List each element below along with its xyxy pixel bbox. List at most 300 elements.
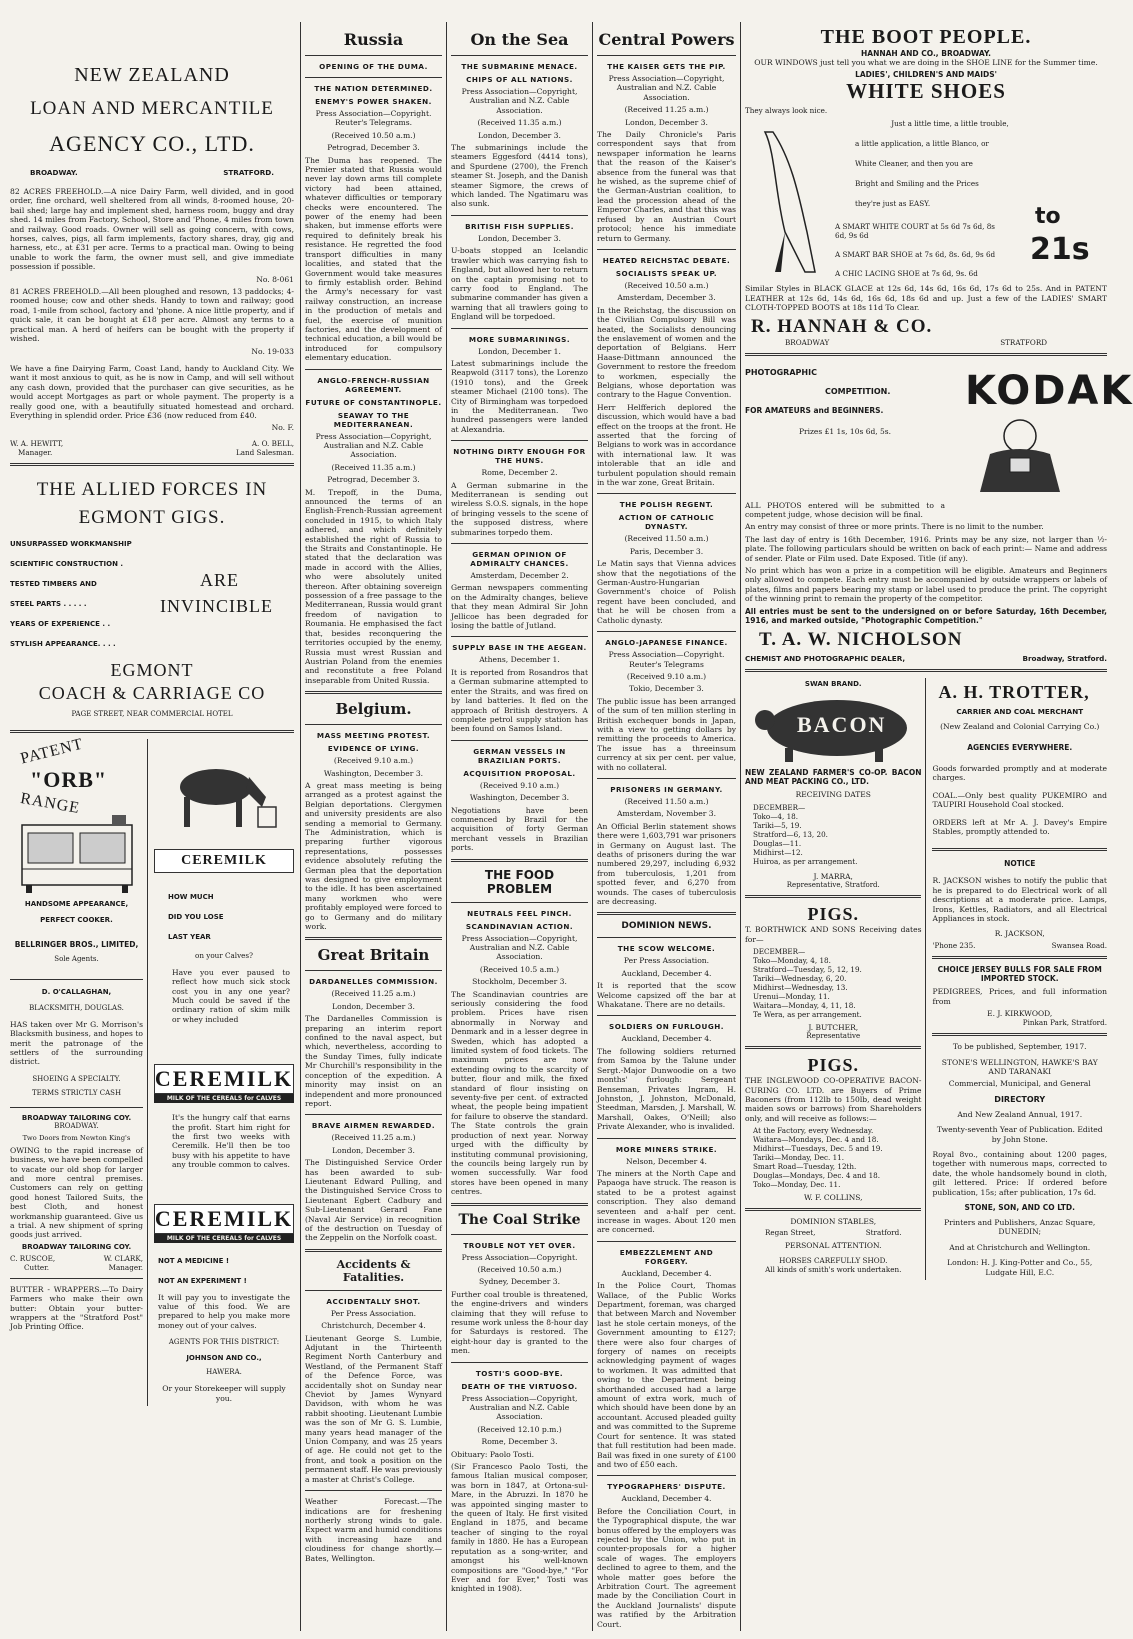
article-headline: SUPPLY BASE IN THE AEGEAN.: [452, 643, 587, 653]
advert-word: ARE: [200, 569, 239, 590]
advert-line: TESTED TIMBERS AND: [10, 579, 97, 588]
advert-line: STONE'S WELLINGTON, HAWKE'S BAY AND TARANAKI: [941, 1057, 1098, 1076]
article-headline: PRISONERS IN GERMANY.: [610, 784, 723, 794]
advert-company: STONE, SON, AND CO LTD.: [964, 1203, 1075, 1213]
article-headline: SEAWAY TO THE MEDITERRANEAN.: [333, 410, 414, 429]
article-dateline: Washington, December 3.: [469, 793, 570, 803]
article-headline: THE SUBMARINE MENACE.: [461, 62, 578, 71]
advert-title: DOMINION STABLES,: [790, 1217, 877, 1227]
receiving-date: Douglas—Mondays, Dec. 4 and 18.: [753, 1171, 880, 1181]
article-headline: MASS MEETING PROTEST.: [316, 731, 431, 741]
stones-directory-advert: [932, 1042, 1107, 1277]
blacksmith-advert: [10, 988, 143, 1097]
article-dateline: London, December 3.: [478, 130, 561, 140]
advert-line: UNSURPASSED WORKMANSHIP: [10, 539, 132, 548]
orb-orb-word: "ORB": [30, 766, 108, 792]
bacon-company: NEW ZEALAND FARMER'S CO-OP. BACON AND MEAT PACKING CO., LTD.: [745, 767, 922, 786]
article-dateline: Rome, December 3.: [481, 1437, 558, 1447]
advert-line: To be published, September, 1917.: [952, 1042, 1087, 1052]
article-received: (Received 9.10 a.m.): [333, 756, 414, 766]
article-dateline: Stockholm, December 3.: [472, 977, 567, 987]
article-dateline: Washington, December 3.: [323, 768, 424, 778]
advert-company: HANNAH AND CO., BROADWAY.: [860, 49, 992, 58]
orb-line: PERFECT COOKER.: [40, 915, 113, 924]
calf-icon: [154, 747, 290, 847]
section-heading: The Coal Strike: [458, 1211, 581, 1228]
receiving-date: Douglas—11.: [753, 839, 802, 849]
kodak-competition-advert: [745, 362, 1133, 663]
shoe-advert-body: [745, 104, 1107, 284]
article-body: Further coal trouble is threatened, the engine-drivers and winders claiming that they will refuse to resume work unless the 8-hour day for Saturdays is restored. The eight-hour day is granted to the men.: [451, 1289, 588, 1356]
receiving-date: DECEMBER—: [753, 947, 806, 957]
bacon-advert: [745, 680, 921, 890]
signatory-address: Swansea Road.: [1051, 941, 1107, 951]
signatory-role: Representative, Stratford.: [786, 881, 880, 890]
article-dateline: Petrograd, December 3.: [327, 143, 420, 153]
ceremilk-slogan: NOT A MEDICINE !: [158, 1256, 230, 1265]
kodak-illustration: [945, 362, 1133, 497]
article-received: (Received 11.50 a.m.): [624, 796, 709, 806]
section-heading: On the Sea: [470, 30, 569, 49]
article-body: The submarinings include the steamers Eggesford (4414 tons), and Spurdene (2700), the French steamer St. Joseph, and the Danish steamer Sigmore, the crews of which landed. The Ngatimaru was also sunk.: [451, 143, 588, 209]
article-dateline: Auckland, December 4.: [621, 1268, 712, 1278]
advert-line: they're just as EASY.: [855, 199, 931, 209]
advert-location: Regan Street,: [765, 1228, 816, 1238]
article-dateline: Sydney, December 3.: [478, 1277, 561, 1287]
article-body: (Sir Francesco Paolo Tosti, the famous Italian musical composer, was born in 1847, at Ortona-sul-Mare, in the Abruzzi. In 1870 he was appointed singing master to the queen of Italy. He first visited England in 1875, and became teacher of singing to the royal family in 1880. He has a European reputation as a song-writer, and amongst his well-known compositions are "Good-bye," "For Ever and for Ever," Tosti was knighted in 1908).: [451, 1462, 588, 1594]
tailor-paragraph: OWING to the rapid increase of business, we have been compelled to vacate our old shop for larger and more central premises. Customers can rely on getting good honest Tailored Suits, the best Cloth, and honest workmanship guaranteed. Give us a trial. A new shipment of spring goods just arrived.: [10, 1145, 143, 1240]
article-headline: NEUTRALS FEEL PINCH.: [467, 908, 572, 918]
article-received: (Received 12.10 p.m.): [477, 1424, 562, 1434]
signatory: J. MARRA,: [813, 872, 853, 882]
article-received: (Received 11.50 a.m.): [624, 534, 709, 544]
listing-number: No. F.: [271, 423, 294, 433]
article-body: A German submarine in the Mediterranean is sending out wireless S.O.S. signals, in the hope of bringing vessels to the scene of the supposed distress, where submarines torpedo them.: [451, 480, 588, 537]
article-received: (Received 11.35 a.m.): [477, 118, 562, 128]
article-dateline: Petrograd, December 3.: [327, 475, 420, 485]
article-headline: THE POLISH REGENT.: [619, 500, 714, 510]
ceremilk-paragraph: It's the hungry calf that earns the profit. Start him right for the first two weeks with Ceremilk. He'll then be too busy with his appetite to have any trouble common to calves.: [172, 1113, 290, 1170]
advert-line: a little application, a little Blanco, or: [855, 139, 989, 149]
receiving-date: Waitara—Monday, 4, 11, 18.: [753, 1001, 856, 1011]
article-source: Press Association—Copyright, Australian and N.Z. Cable Association.: [461, 933, 578, 962]
article-body: German newspapers commenting on the Admiralty changes, believe that they mean Admiral Sir John Jellicoe has been degraded for losing the battle of Jutland.: [451, 583, 588, 631]
signatory: C. RUSCOE,: [10, 1253, 56, 1263]
nz-loan-advert: [10, 62, 294, 457]
advert-title: THE ALLIED FORCES IN: [36, 478, 268, 500]
signatory: R. JACKSON,: [994, 929, 1045, 939]
article-received: (Received 10.50 a.m.): [477, 1264, 562, 1274]
ceremilk-paragraph: It will pay you to investigate the value of this food. We are prepared to help you make more money out of your calves.: [158, 1292, 290, 1330]
article-body: The following soldiers returned from Samoa by the Talune under Sergt.-Major Dunwoodie on a two months' furlough: Sergeant Benseman, Privates Ingram, H. Johnston, J. Johnston, McDonald, Steedman, Marsden, J. Marshall, W. Marshall, Oakes, O'Neill; also Private Alexander, who is invalided.: [597, 1046, 736, 1132]
ceremilk-agent-name: JOHNSON AND CO.,: [186, 1354, 262, 1363]
article-received: (Received 9.10 a.m.): [479, 780, 560, 790]
listing-number: No. 8-061: [256, 274, 294, 284]
advert-paragraph: We have a fine Dairying Farm, Coast Land, handy to Auckland City. We want it most anxious to quit, as he is now in Camp, and will sell without any cash down, provided that the purchaser can give securities, as he would accept Mortgages as part or whole payment. The property is a really good one, with a beautifully situated homestead and orchard. Everything in splendid order. Price £36 (now reduced from £40.: [10, 363, 294, 420]
advert-paragraph: An entry may consist of three or more prints. There is no limit to the number.: [745, 522, 1044, 532]
advert-line: (New Zealand and Colonial Carrying Co.): [940, 721, 1100, 731]
article-source: Press Association—Copyright. Reuter's Telegrams.: [315, 109, 432, 128]
bacon-brand: SWAN BRAND.: [804, 679, 862, 688]
receiving-date: At the Factory, every Wednesday.: [753, 1126, 874, 1136]
receiving-date: Stratford—Tuesday, 5, 12, 19.: [753, 965, 862, 975]
article-body: The Duma has reopened. The Premier stated that Russia would never lay down arms till complete victory had been attained, whatever difficulties or temporary checks were encountered. The power of the enemy had been shaken, but immense efforts were required to definitely break his resistance. He regretted the food transport difficulties in many localities, and stated that the Government would take measures to firmly establish order. Behind the Army's necessary for vast railway construction, an increase in the production of metals and fuel, the exercise of munition factories, and the development of technical education, a bill would be introduced for compulsory elementary education.: [305, 155, 442, 363]
advert-line: Twenty-seventh Year of Publication. Edited by John Stone.: [936, 1125, 1103, 1144]
lower-right-adverts: [745, 678, 1107, 1281]
blacksmith-trade: BLACKSMITH, DOUGLAS.: [29, 1003, 124, 1012]
signatory: A. O. BELL,: [251, 438, 294, 448]
advert-paragraph: PEDIGREES, Prices, and full information from: [932, 987, 1107, 1006]
article-source: Press Association—Copyright, Australian and N.Z. Cable Association.: [461, 87, 578, 115]
weather-forecast: Weather Forecast.—The indications are for freshening northerly strong winds to gale. Expect warm and humid conditions with increasing haze and cloudiness for change shortly.—Bates, Wellington.: [305, 1497, 442, 1563]
article-headline: FUTURE OF CONSTANTINOPLE.: [305, 397, 442, 407]
ceremilk-label: CEREMILK: [181, 852, 267, 868]
receiving-date: Tariki—Wednesday, 6, 20.: [753, 974, 847, 984]
advert-line: Printers and Publishers, Anzac Square, DUNEDIN;: [944, 1218, 1096, 1237]
article-body: Herr Helfferich deplored the discussion, which would have a bad effect on the troops at the front. He asserted that the forcing of Belgians to work was in accordance with international law. It was intolerable that an idle and turbulent population should remain in the war zone, Great Britain.: [597, 402, 736, 488]
article-body: A great mass meeting is being arranged as a protest against the Belgian deportations. Clergymen and university presidents are also sending a memorial to Germany. The Administration, which is preparing further vigorous representations, possesses evidence absolutely refuting the German plea that the deportation was designed to give employment to the idle. It has been ascertained many workmen who were profitably employed were forced to go to Germany and do military work.: [305, 780, 442, 932]
article-headline: DEATH OF THE VIRTUOSO.: [461, 1381, 578, 1391]
orb-line: HANDSOME APPEARANCE,: [24, 899, 129, 908]
notice-paragraph: R. JACKSON wishes to notify the public that he is prepared to do Electrical work of all descriptions at a moderate price. Lamps, Irons, Kettles, Radiators, and all Electrical Appliances in stock.: [932, 876, 1107, 923]
article-dateline: Athens, December 1.: [479, 655, 560, 665]
article-body: Le Matin says that Vienna advices show that the negotiations of the German-Austro-Hungarian Government's choice of Polish regent have been concluded, and that he will be chosen from a Catholic dynasty.: [597, 559, 736, 625]
article-dateline: Auckland, December 4.: [621, 1494, 712, 1504]
shoe-price-line: A SMART BAR SHOE at 7s 6d, 8s. 6d, 9s 6d: [835, 250, 996, 260]
article-source: Press Association—Copyright.: [461, 1252, 578, 1262]
article-received: (Received 11.25 a.m.): [331, 1133, 416, 1143]
tailor-title: BROADWAY TAILORING COY.: [21, 1113, 132, 1122]
article-headline: THE SCOW WELCOME.: [617, 944, 716, 954]
column-advertisements-left: [10, 22, 294, 1631]
receiving-date: Midhirst—Wednesday, 13.: [753, 983, 848, 993]
notice-heading: NOTICE: [1004, 859, 1036, 869]
advert-paragraph: T. BORTHWICK AND SONS Receiving dates for—: [745, 925, 922, 944]
advert-line: STEEL PARTS . . . . .: [10, 599, 87, 608]
advert-paragraph: 81 ACRES FREEHOLD.—All been ploughed and resown, 13 paddocks; 4-roomed house; cow and other sheds. Handy to town and railway; good road, 1-mile from school, factory and 'phone. A nice little property, and if quick sale, it can be bought at £18 per acre. Almost any terms to a practical man. A herd of heifers can be bought with the property if wished.: [10, 287, 294, 344]
article-source: Press Association—Copyright, Australian and N.Z. Cable Association.: [315, 431, 432, 460]
borthwick-pigs-advert: [745, 904, 921, 1040]
article-body: The Daily Chronicle's Paris correspondent says that from newspaper information he learns that the reason of the Kaiser's absence from the funeral was that he wished, as the supreme chief of the German-Austrian coalition, to lead the procession ahead of the Emperor Charles, and that this was refused by an Austrian Court protocol; hence his immediate return to Germany.: [597, 130, 736, 243]
article-headline: BRAVE AIRMEN REWARDED.: [311, 1121, 436, 1131]
ceremilk-banner-text: CEREMILK: [154, 1066, 294, 1092]
article-source: Press Association—Copyright. Reuter's Telegrams: [608, 650, 725, 669]
ceremilk-advert: [154, 739, 294, 1406]
receiving-date: Smart Road—Tuesday, 12th.: [753, 1162, 857, 1172]
orb-range-advert: [10, 735, 148, 1406]
signature-role: CHEMIST AND PHOTOGRAPHIC DEALER,: [745, 653, 906, 663]
signatory: W. A. HEWITT,: [10, 438, 64, 448]
section-heading: THE FOOD PROBLEM: [484, 867, 555, 896]
price-to-word: to: [1035, 204, 1061, 230]
article-source: Press Association—Copyright, Australian and N.Z. Cable Association.: [461, 1393, 578, 1422]
advert-paragraph: OUR WINDOWS just tell you what we are doing in the SHOE LINE for the Summer time.: [754, 58, 1098, 67]
section-heading: DOMINION NEWS.: [621, 921, 712, 932]
section-heading: Great Britain: [317, 946, 430, 965]
advert-line: Commercial, Municipal, and General: [948, 1079, 1091, 1089]
stove-illustration: [10, 735, 143, 894]
jersey-bulls-advert: [932, 965, 1107, 1027]
advert-title: COMPETITION.: [825, 386, 891, 396]
article-body: The Dardanelles Commission is preparing an interim report confined to the naval aspect, but which, nevertheless, according to the Sunday Times, fully indicate Mr Churchill's responsibility in the conception of the expedition. A minority may insist on an independent and more pronounced report.: [305, 1014, 442, 1108]
article-received: (Received 10.50 a.m.): [624, 280, 709, 290]
article-body: An Official Berlin statement shows there were 1,603,791 war prisoners in Germany on August last. The deaths of prisoners during the war numbered 29,297, including 6,932 from tuberculosis, 1,201 from spotted fever, and 6,270 from wounds. The cases of tuberculosis are decreasing.: [597, 821, 736, 907]
article-headline: ENEMY'S POWER SHAKEN.: [315, 97, 432, 106]
advert-company: COACH & CARRIAGE CO: [38, 682, 266, 703]
article-dateline: London, December 3.: [478, 233, 561, 243]
article-body: Lieutenant George S. Lumbie, Adjutant in the Thirteenth Regiment North Canterbury and Westland, of the Permanent Staff of the Defence Force, was accidentally shot on Sunday near Cheviot by James Wynyard Davidson, with whom he was rabbit shooting. Lieutenant Lumbie was the son of Mr G. S. Lumbie, many years head manager of the Union Company, and was 25 years of age. He could not get to the front, and took a position on the permanent staff. He was previously a master at Christ's College.: [305, 1333, 442, 1484]
column-central-powers: [597, 22, 736, 1631]
ceremilk-banner: [154, 1204, 294, 1234]
receiving-date: Tariki—Monday, Dec. 11.: [753, 1153, 845, 1163]
article-received: (Received 11.25 a.m.): [331, 989, 416, 999]
ceremilk-strip: MILK OF THE CEREALS for CALVES: [154, 1094, 294, 1103]
article-body: The Scandinavian countries are seriously considering the food problem. Prices have risen abnormally in Norway and Denmark and in a lesser degree in Sweden, which has adopted a limited system of food tickets. The maximum prices are now extending owing to the scarcity of butter, flour and milk, the fixed standard of flour insisting on seventy-five per cent. of extracted wheat, the people being impatient for failure to observe the standard. The State controls the grain production of next year. Norway urged with the difficulty by instituting communal provisioning, the councils being largely run by women successfully. War food stores have been opened in many centres.: [451, 989, 588, 1197]
article-body: It is reported from Rosandros that a German submarine attempted to enter the Straits, and was fired on by land batteries. It fled on the approach of British destroyers. A complete petrol supply station has been found on Samos Island.: [451, 667, 588, 734]
advert-title: EGMONT GIGS.: [78, 506, 226, 528]
kodak-girl-icon: [950, 414, 1100, 494]
article-headline: GERMAN OPINION OF ADMIRALTY CHANCES.: [470, 550, 569, 569]
blacksmith-line: SHOEING A SPECIALTY.: [32, 1074, 121, 1083]
advert-line: All kinds of smith's work undertaken.: [765, 1265, 902, 1275]
advert-prizes: Prizes £1 1s, 10s 6d, 5s.: [798, 426, 892, 436]
signatory: W. F. COLLINS,: [803, 1193, 863, 1203]
advert-title: PIGS.: [807, 904, 859, 925]
advert-signature: T. A. W. NICHOLSON: [759, 628, 963, 650]
signatory: J. BUTCHER,: [808, 1023, 859, 1033]
article-dateline: London, December 3.: [332, 1001, 415, 1011]
advert-title: LOAN AND MERCANTILE: [30, 98, 274, 119]
tailor-doors: Two Doors from Newton King's: [22, 1133, 131, 1142]
advert-title: AGENCY CO., LTD.: [49, 131, 255, 156]
signatory: W. CLARK,: [103, 1253, 143, 1263]
article-body: In the Reichstag, the discussion on the Civilian Compulsory Bill was heated, the Socialists denouncing the enslavement of women and the deportation of Belgians. Herr Haase-Dittmann announced the Government to restore the freedom to workmen, especially the Belgians, whose deportation was contrary to the Hague Convention.: [597, 305, 736, 400]
advert-line: STYLISH APPEARANCE. . . .: [10, 639, 116, 648]
signature-location: Broadway, Stratford.: [1022, 653, 1107, 663]
signature-location: BROADWAY: [785, 337, 830, 347]
advert-paragraph: Royal 8vo., containing about 1200 pages, together with numerous maps, corrected to date, the whole handsomely bound in cloth, gilt lettered. Price: If ordered before publication, 15s; after publication, 17s 6d.: [932, 1150, 1107, 1197]
article-headline: SCANDINAVIAN ACTION.: [465, 921, 574, 931]
receiving-date: Midhirst—Tuesdays, Dec. 5 and 19.: [753, 1144, 883, 1154]
column-on-the-sea: [451, 22, 588, 1631]
advert-paragraph: Goods forwarded promptly and at moderate charges.: [932, 763, 1107, 783]
orb-agent-role: Sole Agents.: [54, 954, 99, 963]
article-headline: TROUBLE NOT YET OVER.: [463, 1240, 576, 1250]
advert-line: YEARS OF EXPERIENCE . .: [10, 619, 111, 628]
article-headline: ANGLO-JAPANESE FINANCE.: [605, 638, 728, 648]
article-dateline: Amsterdam, December 3.: [617, 293, 716, 303]
receiving-date: Waitara—Mondays, Dec. 4 and 18.: [753, 1135, 879, 1145]
advert-paragraph: All entries must be sent to the undersigned on or before Saturday, 16th December, 1916, and marked outside, "Photographic Competition.": [745, 606, 1107, 626]
ceremilk-banner-text: CEREMILK: [154, 1205, 294, 1231]
article-source: Per Press Association.: [330, 1308, 417, 1318]
article-headline: ACCIDENTALLY SHOT.: [326, 1296, 421, 1306]
column-rule: [592, 22, 593, 1631]
blacksmith-line: TERMS STRICTLY CASH: [31, 1088, 122, 1097]
article-headline: OPENING OF THE DUMA.: [319, 62, 428, 71]
ceremilk-agent-town: HAWERA.: [206, 1368, 242, 1377]
shoe-price-line: A CHIC LACING SHOE at 7s 6d, 9s. 6d: [835, 269, 978, 279]
advert-company: EGMONT: [110, 659, 194, 680]
butter-wrappers-notice: BUTTER - WRAPPERS.—To Dairy Farmers who make their own butter: Obtain your butter-wrappers at the "Stratford Post" Job Printing Office.: [10, 1284, 143, 1332]
receiving-date: DECEMBER—: [753, 803, 806, 813]
advert-location: STRATFORD.: [223, 168, 274, 177]
advert-paragraph: ALL PHOTOS entered will be submitted to a competent judge, whose decision will be final.: [745, 500, 945, 520]
advert-title: THE BOOT PEOPLE.: [820, 26, 1032, 48]
ceremilk-agents: AGENTS FOR THIS DISTRICT:: [168, 1338, 280, 1347]
article-headline: ACQUISITION PROPOSAL.: [463, 768, 576, 778]
article-headline: BRITISH FISH SUPPLIES.: [465, 221, 574, 231]
section-heading: Russia: [343, 30, 404, 49]
signature-location: STRATFORD: [1000, 337, 1047, 347]
advert-line: Bright and Smiling and the Prices: [855, 179, 979, 189]
shoe-price-line: A SMART WHITE COURT at 5s 6d 7s 6d, 8s 6d, 9s 6d: [835, 222, 995, 241]
advert-line: And New Zealand Annual, 1917.: [957, 1109, 1083, 1119]
article-headline: EMBEZZLEMENT AND FORGERY.: [619, 1247, 714, 1266]
advert-line: Just a little time, a little trouble,: [891, 119, 1009, 129]
article-body: The Distinguished Service Order has been awarded to sub-Lieutenant Edward Pulling, and the Distinguished Service Cross to Lieutenant Egbert Cadbury and Sub-Lieutenant Gerard Fane (Naval Air Service) in recognition of the destruction on Tuesday of the Zeppelin on the Norfolk coast.: [305, 1158, 442, 1243]
receiving-date: Toko—Monday, 4, 18.: [753, 956, 831, 966]
article-body: The miners at the North Cape and Papaoga have struck. The reason is stated to be a protest against conscription. They also demand seventeen and a-half per cent. increase in wages. About 120 men are concerned.: [597, 1168, 736, 1235]
ceremilk-question: on your Calves?: [195, 950, 253, 960]
article-received: (Received 9.10 a.m.): [626, 671, 707, 681]
article-headline: SOLDIERS ON FURLOUGH.: [609, 1022, 724, 1032]
bacon-wordmark: BACON: [797, 711, 887, 737]
shoe-verse: [855, 114, 1045, 214]
advert-line: AGENCIES EVERYWHERE.: [967, 742, 1073, 752]
article-dateline: London, December 3.: [332, 1145, 415, 1155]
article-dateline: Amsterdam, December 2.: [470, 571, 569, 581]
article-headline: MORE SUBMARININGS.: [468, 334, 571, 344]
article-body: Obituary: Paolo Tosti.: [451, 1449, 534, 1459]
tailoring-advert: [10, 1114, 143, 1272]
article-body: The public issue has been arranged of the sum of ten million sterling in British exchequer bonds in Japan, with a view to getting dollars by remitting the proceeds to America. The issue has a threeinsum currency at six per cent. per value, with no collateral.: [597, 696, 736, 772]
dominion-stables-advert: [745, 1217, 921, 1274]
article-headline: TYPOGRAPHERS' DISPUTE.: [607, 1482, 726, 1492]
jackson-notice: [932, 859, 1107, 950]
section-heading: Accidents & Fatalities.: [336, 1257, 411, 1284]
orb-agent: BELLRINGER BROS., LIMITED,: [14, 939, 139, 949]
article-dateline: Auckland, December 4.: [621, 1034, 712, 1044]
article-dateline: London, December 3.: [625, 117, 708, 127]
column-russia: [305, 22, 442, 1631]
article-headline: THE NATION DETERMINED.: [314, 84, 433, 93]
advert-title: PHOTOGRAPHIC: [745, 367, 817, 377]
article-headline: ACTION OF CATHOLIC DYNASTY.: [618, 513, 715, 532]
price-max: 21s: [1030, 232, 1090, 268]
article-headline: MORE MINERS STRIKE.: [615, 1144, 718, 1154]
receiving-date: Midhirst—12.: [753, 848, 803, 858]
advert-title: NEW ZEALAND: [74, 64, 230, 86]
advert-title: CHOICE JERSEY BULLS FOR SALE FROM IMPORTED STOCK.: [937, 965, 1102, 984]
boot-people-advert: [745, 26, 1107, 347]
article-body: Latest submarinings include the Reapwold (3117 tons), the Lorenzo (1910 tons), and the Greek steamer Michael (2100 tons). The City of Birmingham was torpedoed in the Mediterranean. Two hundred passengers were landed at Alexandria.: [451, 358, 588, 434]
advert-line: FOR AMATEURS and BEGINNERS.: [745, 405, 884, 415]
advert-paragraph: Similar Styles in BLACK GLACE at 12s 6d, 14s 6d, 16s 6d, 17s 6d to 25s. And in PATENT LEATHER at 12s 6d, 14s 6d, 16s 6d, 18s 6d and up. Just a few of the LADIES' SMART CLOTH-TOPPED BOOTS at 18s 11d To Clear.: [745, 284, 1107, 313]
kodak-logo: KODAK: [965, 367, 1133, 414]
ceremilk-question: LAST YEAR: [168, 932, 211, 941]
column-rule: [446, 22, 447, 1631]
advert-paragraph: No print which has won a prize in a competition will be eligible. Amateurs and Beginners only allowed to compete. Each entry must be accompanied by outside wrappers or labels of plates, films and papers bearing my stamp or label used to produce the print. The copyright of the winning print to remain the property of the competitor.: [745, 566, 1107, 604]
advert-line: And at Christchurch and Wellington.: [949, 1242, 1091, 1252]
ceremilk-label-box: [154, 849, 294, 873]
article-dateline: Nelson, December 4.: [626, 1156, 707, 1166]
article-headline: THE KAISER GETS THE PIP.: [607, 62, 726, 71]
advert-title: DIRECTORY: [994, 1094, 1046, 1104]
receiving-date: Toko—Monday, Dec. 11.: [753, 1180, 841, 1190]
signatory-location: Pinkan Park, Stratford.: [1022, 1018, 1107, 1028]
signatory-role: Cutter.: [24, 1262, 50, 1272]
advert-location: Stratford.: [865, 1228, 902, 1238]
advert-title: PIGS.: [807, 1055, 859, 1076]
article-source: Press Association—Copyright, Australian and N.Z. Cable Association.: [608, 74, 725, 102]
article-body: Negotiations have been commenced by Brazil for the acquisition of forty German merchant vessels in Brazilian ports.: [451, 805, 588, 853]
stove-icon: [14, 815, 139, 895]
orb-range-word: RANGE: [19, 789, 82, 817]
advert-signature: R. HANNAH & CO.: [751, 315, 933, 337]
orb-patent-word: PATENT: [18, 735, 86, 768]
inglewood-pigs-advert: [745, 1055, 921, 1202]
article-headline: ANGLO-FRENCH-RUSSIAN AGREEMENT.: [317, 375, 430, 394]
advert-line: London: H. J. King-Potter and Co., 55, Ludgate Hill, E.C.: [947, 1258, 1093, 1277]
ceremilk-banner: [154, 1064, 294, 1094]
advert-title: WHITE SHOES: [846, 79, 1006, 104]
column-rule: [300, 22, 301, 1631]
calf-illustration: [154, 739, 294, 849]
article-dateline: Auckland, December 4.: [621, 968, 712, 978]
advert-paragraph: THE INGLEWOOD CO-OPERATIVE BACON-CURING CO. LTD. are Buyers of Prime Baconers (from 112lb to 150lb, dead weight maiden sows or barrows) from Shareholders only, and will receive as follows:—: [745, 1076, 922, 1123]
article-body: U-boats stopped an Icelandic trawler which was carrying fish to England, but allowed her to return on the captain promising not to carry food to England. The submarine commander has given a warning that all trawlers going to England will be torpedoed.: [451, 246, 588, 322]
ceremilk-storekeeper: Or your Storekeeper will supply you.: [162, 1384, 286, 1403]
article-received: (Received 11.35 a.m.): [331, 462, 416, 472]
signatory-role: Land Salesman.: [235, 447, 294, 457]
article-body: Before the Conciliation Court, in the Typographical dispute, the war bonus offered by the employers was rejected by the Union, who put in counter-proposals for a higher scale of wages. The employers declined to agree to them, and the whole matter goes before the Arbitration Court. The agreement made by the Conciliation Court in the Auckland Journalists' dispute was ratified by the Arbitration Court.: [597, 1506, 737, 1629]
advert-line: SCIENTIFIC CONSTRUCTION .: [10, 559, 124, 568]
advert-paragraph: The last day of entry is 16th December, 1916. Prints may be any size, not larger than ½-plate. The following particulars should be written on back of each print:— Name and address of sender. Plate or Film used. Date Exposed. Title (if any).: [745, 534, 1107, 563]
advert-paragraph: ORDERS left at Mr A. J. Davey's Empire Stables, promptly attended to.: [932, 817, 1107, 836]
advert-word: INVINCIBLE: [160, 595, 273, 616]
signatory-role: Manager.: [18, 447, 53, 457]
signatory: E. J. KIRKWOOD,: [987, 1009, 1053, 1019]
advert-line: They always look nice.: [745, 106, 828, 116]
article-dateline: Tokio, December 3.: [629, 684, 704, 694]
article-received: (Received 10.5 a.m.): [479, 964, 560, 974]
tailor-company: BROADWAY TAILORING COY.: [21, 1242, 132, 1251]
blacksmith-name: D. O'CALLAGHAN,: [41, 987, 112, 996]
article-source: Per Press Association.: [623, 956, 710, 966]
lower-adverts: [10, 735, 294, 1406]
article-body: It is reported that the scow Welcome capsized off the bar at Whakatane. There are no details.: [597, 981, 736, 1010]
signatory-phone: 'Phone 235.: [932, 941, 976, 951]
trotter-advert: [932, 682, 1107, 837]
section-heading: Central Powers: [598, 30, 735, 49]
article-dateline: Amsterdam, November 3.: [616, 809, 717, 819]
article-headline: SOCIALISTS SPEAK UP.: [615, 268, 718, 278]
advert-location: BROADWAY.: [30, 168, 78, 177]
article-dateline: Rome, December 2.: [481, 468, 558, 478]
bacon-receiving: RECEIVING DATES: [795, 790, 871, 800]
receiving-date: Te Wera, as per arrangement.: [753, 1010, 862, 1020]
signatory-role: Representative: [806, 1032, 861, 1041]
tailor-location: BROADWAY.: [54, 1121, 99, 1130]
receiving-date: Huiroa, as per arrangement.: [753, 857, 858, 867]
article-body: M. Trepoff, in the Duma, announced the terms of an English-French-Russian agreement concluded in 1915, to which Italy adhered, and which definitely established the right of Russia to the Straits and Constantinople. He stated that the declaration was made in accord with the Allies, who were absolutely united thereon. After obtaining sovereign possession of a free passage to the Mediterranean, Russia would grant freedom of navigation to Roumania. He emphasised the fact that, besides reconquering the territories occupied by the enemy, Russia must wrest Russian and Austrian Poland from the enemies and reconstitute a free Poland inseparable from United Russia.: [305, 487, 442, 685]
advert-paragraph: COAL.—Only best quality PUKEMIRO and TAUPIRI Household Coal stocked.: [932, 790, 1107, 810]
article-headline: GERMAN VESSELS IN BRAZILIAN PORTS.: [473, 746, 566, 765]
section-heading: Belgium.: [335, 700, 412, 719]
advert-title: A. H. TROTTER,: [938, 681, 1090, 702]
article-received: (Received 10.50 a.m.): [331, 130, 416, 140]
